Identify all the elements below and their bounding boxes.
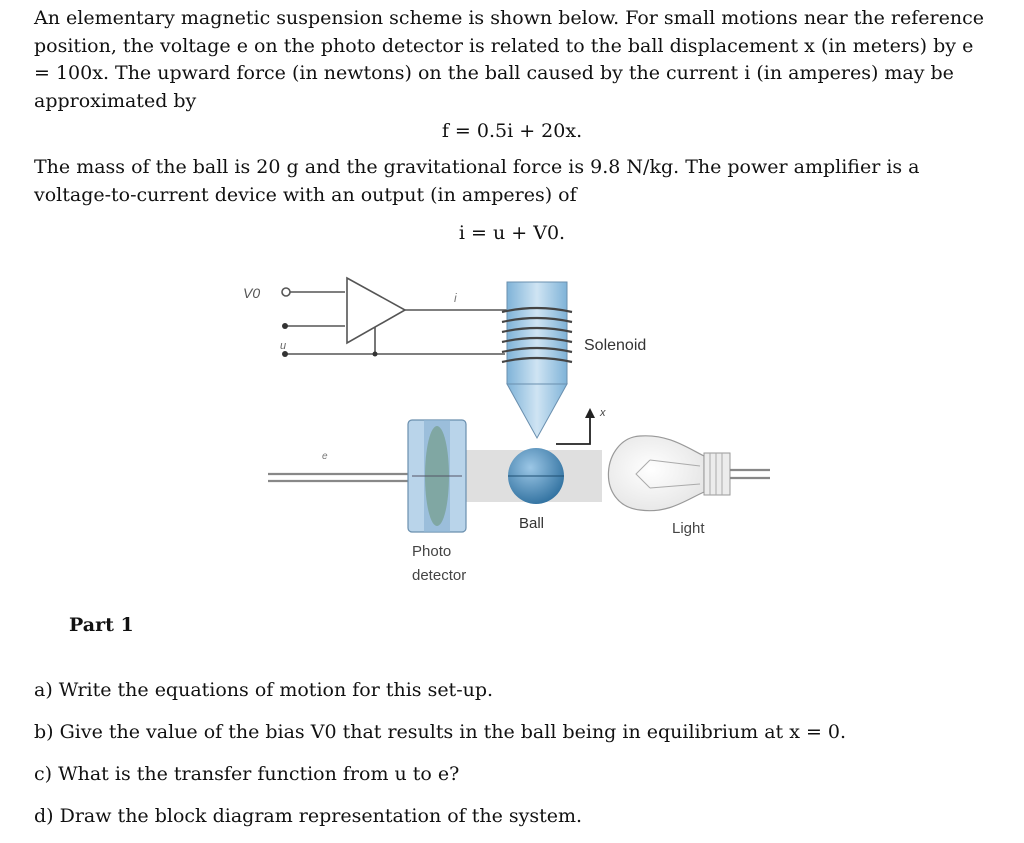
force-equation: f = 0.5i + 20x. (441, 120, 583, 142)
u-terminal-top (282, 323, 288, 329)
part-heading: Part 1 (69, 614, 134, 636)
solenoid (502, 282, 572, 438)
x-arrow (556, 416, 590, 444)
current-equation: i = u + V0. (458, 222, 566, 244)
u-label: u (280, 340, 287, 352)
photo-label-line2: detector (412, 567, 467, 584)
light-label: Light (672, 520, 705, 537)
light-bulb (608, 436, 770, 511)
power-amplifier (347, 278, 405, 343)
solenoid-label: Solenoid (584, 337, 647, 354)
circuit-wires (285, 292, 510, 354)
v0-label: V0 (243, 285, 261, 301)
ball-label: Ball (519, 515, 545, 532)
i-label: i (454, 291, 457, 305)
question-c: c) What is the transfer function from u to e? (34, 763, 460, 785)
detector-rods (268, 474, 410, 481)
question-b: b) Give the value of the bias V0 that results in the ball being in equilibrium at x = 0. (34, 721, 847, 743)
question-a: a) Write the equations of motion for this set-up. (34, 679, 494, 701)
intro-paragraph-1: An elementary magnetic suspension scheme is shown below. For small motions near the reference position, the voltage e on the photo detector is related to the ball displacement x (in meters) by e = 100x. The upward force (in newtons) on the ball caused by the current i (in amperes) may be approximated by (34, 7, 984, 112)
e-label: e (322, 451, 328, 462)
question-d: d) Draw the block diagram representation of the system. (34, 805, 583, 827)
photo-label-line1: Photo (412, 543, 452, 560)
junction-dot (373, 352, 378, 357)
x-label: x (600, 407, 606, 419)
intro-paragraph-2: The mass of the ball is 20 g and the gravitational force is 9.8 N/kg. The power amplifier is a voltage-to-current device with an output (in amperes) of (34, 156, 920, 206)
photo-detector (408, 420, 466, 532)
v0-terminal (282, 288, 290, 296)
